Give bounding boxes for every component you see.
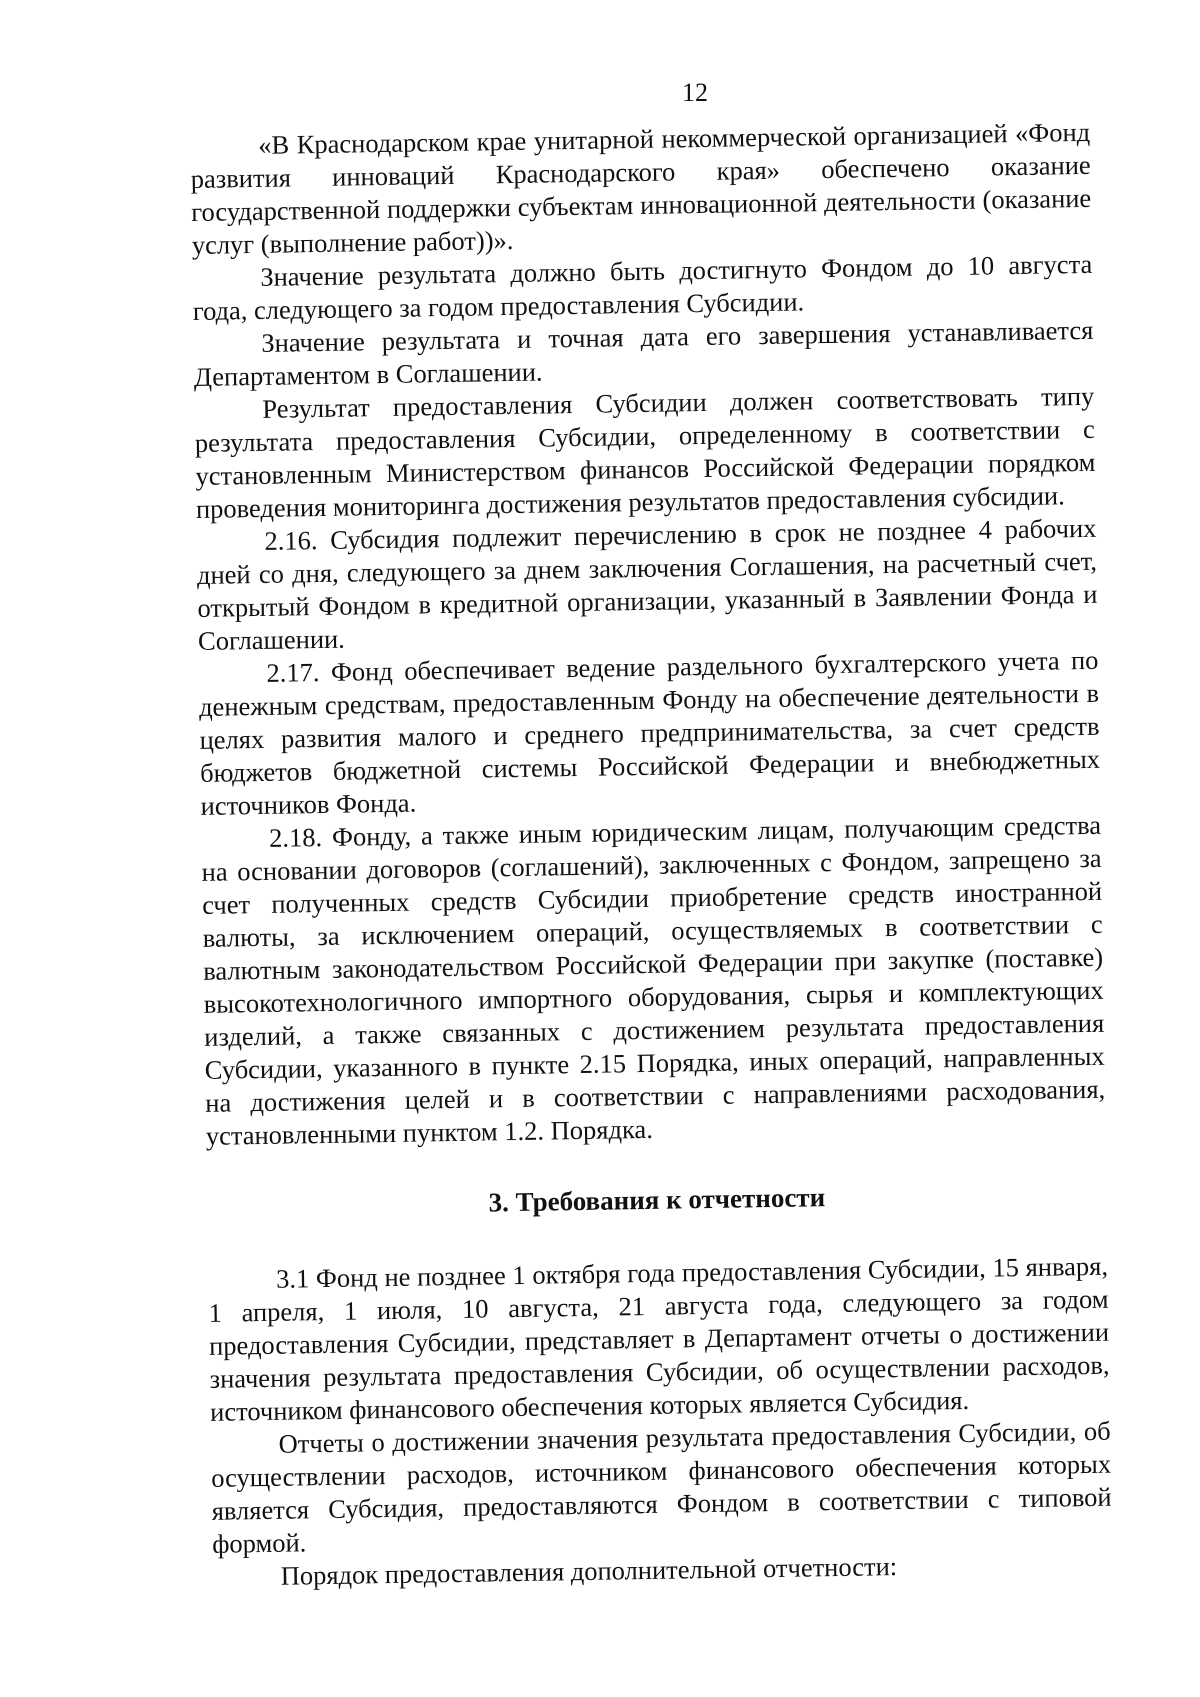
paragraph-reports-form: Отчеты о достижении значения результата предоставления Субсидии, об осуществлении расходов, источником финансового обеспечения которых является Субсидия, предоставляются Фондом в соответствии с типовой формой. xyxy=(210,1415,1112,1559)
page-number: 12 xyxy=(682,78,708,107)
section-title: 3. Требования к отчетности xyxy=(488,1182,826,1218)
paragraph-2-18: 2.18. Фонду, а также иным юридическим лицам, получающим средства на основании договоров (соглашений), заключенных с Фондом, запрещено за счет полученных средств Субсидии приобретение средств иностранной валюты, за исключением операций, осуществляемых в соответствии с валютным законодательством Российской Федерации при закупке (поставке) высокотехнологичного импортного оборудования, сырья и комплектующих изделий, а также связанных с достижением результата предоставления Субсидии, указанного в пункте 2.15 Порядка, иных операций, направленных на достижения целей и в соответствии с направлениями расходования, установленными пунктом 1.2. Порядка. xyxy=(201,809,1106,1151)
paragraph-additional-reporting: Порядок предоставления дополнительной отчетности: xyxy=(280,1551,898,1591)
paragraph-result-quote: «В Краснодарском крае унитарной некоммерческой организацией «Фонд развития инноваций Краснодарского края» обеспечено оказание государственной поддержки субъектам инновационной деятельности (оказание услуг (выполнение работ))». xyxy=(190,116,1092,260)
paragraph-2-16: 2.16. Субсидия подлежит перечислению в срок не позднее 4 рабочих дней со дня, следующего за днем заключения Соглашения, на расчетный счет, открытый Фондом в кредитной организации, указанный в Заявлении Фонда и Соглашении. xyxy=(196,512,1098,656)
paragraph-2-17: 2.17. Фонд обеспечивает ведение раздельного бухгалтерского учета по денежным средствам, предоставленным Фонду на обеспечение деятельности в целях развития малого и среднего предпринимательства, за счет средств бюджетов бюджетной системы Российской Федерации и внебюджетных источников Фонда. xyxy=(198,644,1101,821)
document-body xyxy=(190,116,1113,1594)
paragraph-3-1: 3.1 Фонд не позднее 1 октября года предоставления Субсидии, 15 января, 1 апреля, 1 июля, 10 августа, 21 августа года, следующего за годом предоставления Субсидии, представляет в Департамент отчеты о достижении значения результата предоставления Субсидии, об осуществлении расходов, источником финансового обеспечения которых является Субсидия. xyxy=(208,1250,1110,1427)
paragraph-result-deadline: Значение результата должно быть достигнуто Фондом до 10 августа года, следующего за годом предоставления Субсидии. xyxy=(192,248,1093,326)
paragraph-result-type: Результат предоставления Субсидии должен соответствовать типу результата предоставления Субсидии, определенному в соответствии с установленным Министерством финансов Российской Федерации порядком проведения мониторинга достижения результатов предоставления субсидии. xyxy=(194,380,1096,524)
paragraph-result-date: Значение результата и точная дата его завершения устанавливается Департаментом в Соглашении. xyxy=(193,314,1094,392)
